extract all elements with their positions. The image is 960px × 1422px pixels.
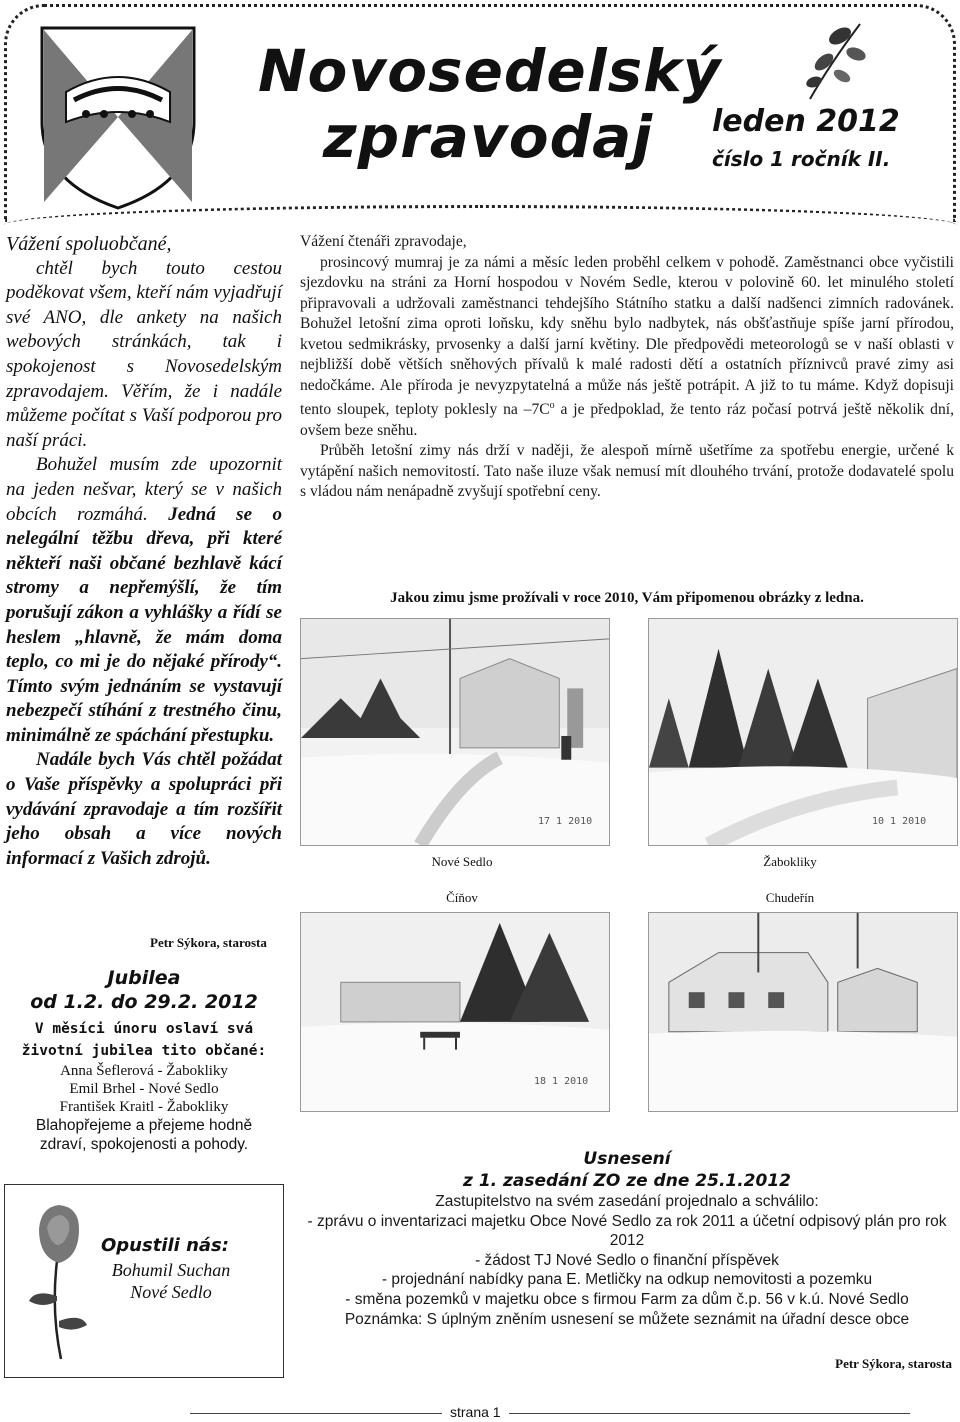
obituary-name: [101, 1259, 241, 1303]
winter-houses-photo: [649, 913, 957, 1111]
deceased-place: Nové Sedlo: [130, 1282, 212, 1302]
newsletter-title: [258, 37, 722, 171]
resolution-signature: Petr Sýkora, starosta: [835, 1356, 952, 1371]
resolution-item: - žádost TJ Nové Sedlo o finanční příspěvek: [475, 1251, 779, 1269]
photo-caption: Chudeřín: [765, 890, 815, 905]
rose-icon: [21, 1201, 93, 1361]
footer-rule: [190, 1413, 910, 1414]
jubilant-name: Anna Šeflerová - Žabokliky: [60, 1063, 228, 1079]
editor-para-1-text: prosincový mumraj je za námi a měsíc leden proběhl celkem v pohodě. Zaměstnanci obce vyčistili sjezdovku na stráni za Horní hospodou v Novém Sedle, kterou v polovině 60. let minulého století připravovali a udržovali zaměstnanci tehdejšího Státního statku a další nadšenci zimních radovánek. Bohužel letošní zima oproti loňsku, kdy sněhu bylo nadbytek, nás obšťastňuje spíše jarní přírodou, kvetou sedmikrásky, prvosenky a další jarní květiny. Dle předpovědi meteorologů se v naší oblasti v nejbližší době větších sněhových přívalů k malé radosti dětí a ostatních příznivců pravé zimy asi nedočkáme. Ale příroda je nevyzpytatelná a může nás ještě potrápit. A již to tu máme. Když dopisuji tento sloupek, teploty poklesly na –7C: [300, 253, 954, 419]
jubilant-name: Emil Brhel - Nové Sedlo: [69, 1081, 219, 1097]
mayor-letter: [6, 232, 282, 871]
photo-chuderin: [648, 912, 958, 1112]
leaf-sprig-icon: [790, 14, 880, 104]
deceased-name: Bohumil Suchan: [111, 1260, 231, 1280]
resolution-subtitle: z 1. zasedání ZO ze dne 25.1.2012: [463, 1171, 791, 1191]
resolution-title: Usnesení: [583, 1149, 671, 1169]
jubilant-name: František Kraitl - Žabokliky: [59, 1099, 229, 1115]
mayor-para-3: Nadále bych Vás chtěl požádat o Vaše příspěvky a spolupráci při vydávání zpravodaje a tím rozšířit jeho obsah a více nových informací z Vašich zdrojů.: [6, 749, 282, 869]
obituary-box: [4, 1184, 284, 1378]
editor-salutation: Vážení čtenáři zpravodaje,: [300, 233, 467, 250]
winter-village-photo: [301, 619, 609, 845]
resolution-section: [300, 1148, 954, 1329]
photo-caption: Nové Sedlo: [431, 854, 493, 869]
photo-date-stamp: 10 1 2010: [872, 816, 927, 827]
resolution-intro: Zastupitelstvo na svém zasedání projednalo a schválilo:: [435, 1193, 819, 1210]
resolution-note: Poznámka: S úplným zněním usnesení se můžete seznámit na úřadní desce obce: [344, 1310, 910, 1328]
jubilea-wish-2: zdraví, spokojenosti a pohody.: [39, 1136, 249, 1153]
jubilea-wish-1: Blahopřejeme a přejeme hodně: [35, 1117, 253, 1134]
degree-mark: o: [549, 400, 555, 411]
photo-nove-sedlo: [300, 618, 610, 846]
coat-of-arms-icon: [36, 22, 200, 212]
mayor-salutation: Vážení spoluobčané,: [6, 233, 172, 255]
obituary-title: Opustili nás:: [101, 1235, 229, 1256]
issue-date: leden 2012: [712, 104, 900, 139]
resolution-item: - směna pozemků v majetku obce s firmou Farm za dům č.p. 56 v k.ú. Nové Sedlo: [345, 1290, 909, 1308]
editor-para-2: Průběh letošní zimy nás drží v naději, že alespoň mírně ušetříme za spotřebu energie, určené k vytápění našich nemovitostí. Tato naše iluze však nemusí mít dlouhého trvání, protože dodavatelé spolu s vládou nám nenápadně zvyšují spotřební ceny.: [300, 442, 954, 501]
mayor-para-1: chtěl bych touto cestou poděkovat všem, kteří nám vyjadřují své ANO, dle ankety na našich webových stránkách, tak i spokojenost s Novosedelským zpravodajem. Věřím, že i nadále můžeme počítat s Vaší podporou pro naší práci.: [6, 257, 282, 451]
jubilea-range: od 1.2. do 29.2. 2012: [30, 991, 258, 1013]
resolution-item: - projednání nabídky pana E. Metličky na odkup nemovitosti a pozemku: [381, 1271, 873, 1289]
editor-para-1-end: a je předpoklad, že tento ráz počasí potrvá ještě několik dní, ovšem beze sněhu.: [300, 401, 955, 439]
mayor-signature: Petr Sýkora, starosta: [150, 935, 267, 950]
issue-number: číslo 1 ročník II.: [712, 147, 891, 171]
winter-trees-photo: [649, 619, 957, 845]
editor-para-1: [300, 253, 954, 442]
mayor-para-2: [6, 453, 282, 748]
jubilea-intro-1: V měsíci únoru oslaví svá: [34, 1021, 254, 1037]
jubilea-intro-2: životní jubilea tito občané:: [21, 1043, 267, 1059]
photo-caption: Číňov: [446, 890, 478, 905]
photo-date-stamp: 17 1 2010: [538, 816, 593, 827]
mayor-para-2-normal: Bohužel musím zde upozornit na jeden nešvar, který se v našich obcích rozmáhá.: [6, 454, 282, 525]
page-number: strana 1: [442, 1404, 509, 1420]
photo-zabokliky: [648, 618, 958, 846]
jubilea-title: Jubilea: [107, 967, 181, 989]
photo-date-stamp: 18 1 2010: [534, 1076, 589, 1087]
editor-letter: [300, 232, 954, 503]
resolution-item: - zprávu o inventarizaci majetku Obce Nové Sedlo za rok 2011 a účetní odpisový plán pro rok 2012: [307, 1212, 947, 1250]
mayor-para-2-bold: Jedná se o nelegální těžbu dřeva, při které někteří naši občané bezhlavě kácí stromy a nepřemýšlí, že tím porušují zákon a vyhlášky a řídí se heslem „hlavně, že mám doma teplo, co mi je do nějaké přírody“. Tímto svým jednáním se vystavují nebezpečí stíhání z trestného činu, minimálně ze spáchání přestupku.: [6, 503, 282, 746]
photo-section-caption: Jakou zimu jsme prožívali v roce 2010, Vám připomenou obrázky z ledna.: [390, 590, 864, 606]
title-line-1: Novosedelský: [258, 37, 722, 105]
title-line-2: zpravodaj: [322, 103, 654, 171]
photo-caption: Žabokliky: [763, 854, 817, 869]
jubilea-section: [6, 966, 282, 1154]
